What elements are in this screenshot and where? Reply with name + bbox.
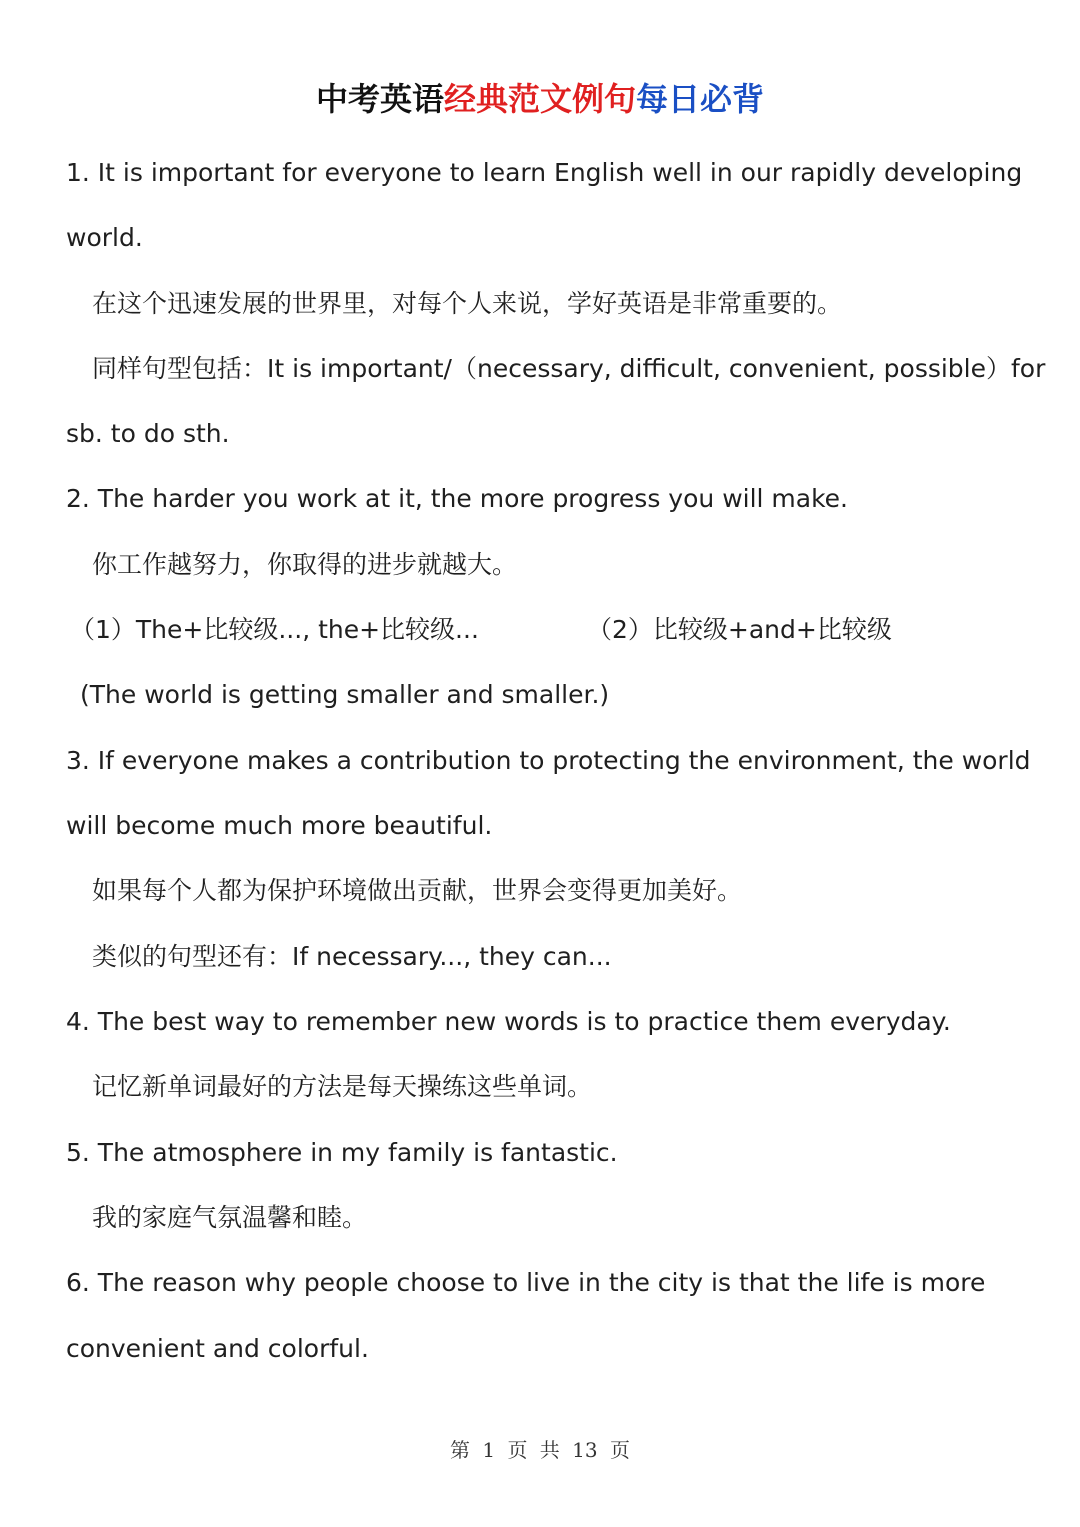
sentence-5-zh: 我的家庭气氛温馨和睦。	[92, 1203, 368, 1232]
sentence-2-zh: 你工作越努力，你取得的进步就越大。	[92, 550, 518, 579]
sentence-1-zh: 在这个迅速发展的世界里，对每个人来说，学好英语是非常重要的。	[92, 289, 843, 318]
sentence-2-pattern-2: （2）比较级+and+比较级	[587, 615, 892, 644]
sentence-3-en-line1: 3. If everyone makes a contribution to protecting the environment, the world	[66, 746, 1031, 775]
sentence-1-note-line1: 同样句型包括：It is important/（necessary, difficult, convenient, possible）for	[92, 354, 1046, 383]
sentence-5-en: 5. The atmosphere in my family is fantastic.	[66, 1138, 618, 1167]
sentence-2-example: (The world is getting smaller and smaller.)	[80, 680, 610, 709]
sentence-4-zh: 记忆新单词最好的方法是每天操练这些单词。	[92, 1072, 593, 1101]
sentence-3-note: 类似的句型还有：If necessary..., they can...	[92, 942, 612, 971]
sentence-2-en: 2. The harder you work at it, the more progress you will make.	[66, 484, 849, 513]
page-title	[0, 74, 1080, 120]
page-number-footer: 第 1 页 共 13 页	[450, 1438, 630, 1462]
sentence-1-note-line2: sb. to do sth.	[66, 419, 230, 448]
title-part-black: 中考英语	[315, 80, 444, 118]
sentence-2-pattern-1: （1）The+比较级..., the+比较级...	[70, 615, 479, 644]
sentence-1-en-line2: world.	[66, 223, 143, 252]
sentence-3-zh: 如果每个人都为保护环境做出贡献，世界会变得更加美好。	[92, 876, 743, 905]
sentence-6-en-line1: 6. The reason why people choose to live in the city is that the life is more	[66, 1268, 986, 1297]
title-part-red: 经典范文例句	[443, 80, 636, 118]
sentence-6-en-line2: convenient and colorful.	[66, 1334, 369, 1363]
title-part-blue: 每日必背	[636, 80, 765, 118]
sentence-1-en-line1: 1. It is important for everyone to learn English well in our rapidly developing	[66, 158, 1023, 187]
sentence-3-en-line2: will become much more beautiful.	[66, 811, 493, 840]
sentence-4-en: 4. The best way to remember new words is to practice them everyday.	[66, 1007, 951, 1036]
